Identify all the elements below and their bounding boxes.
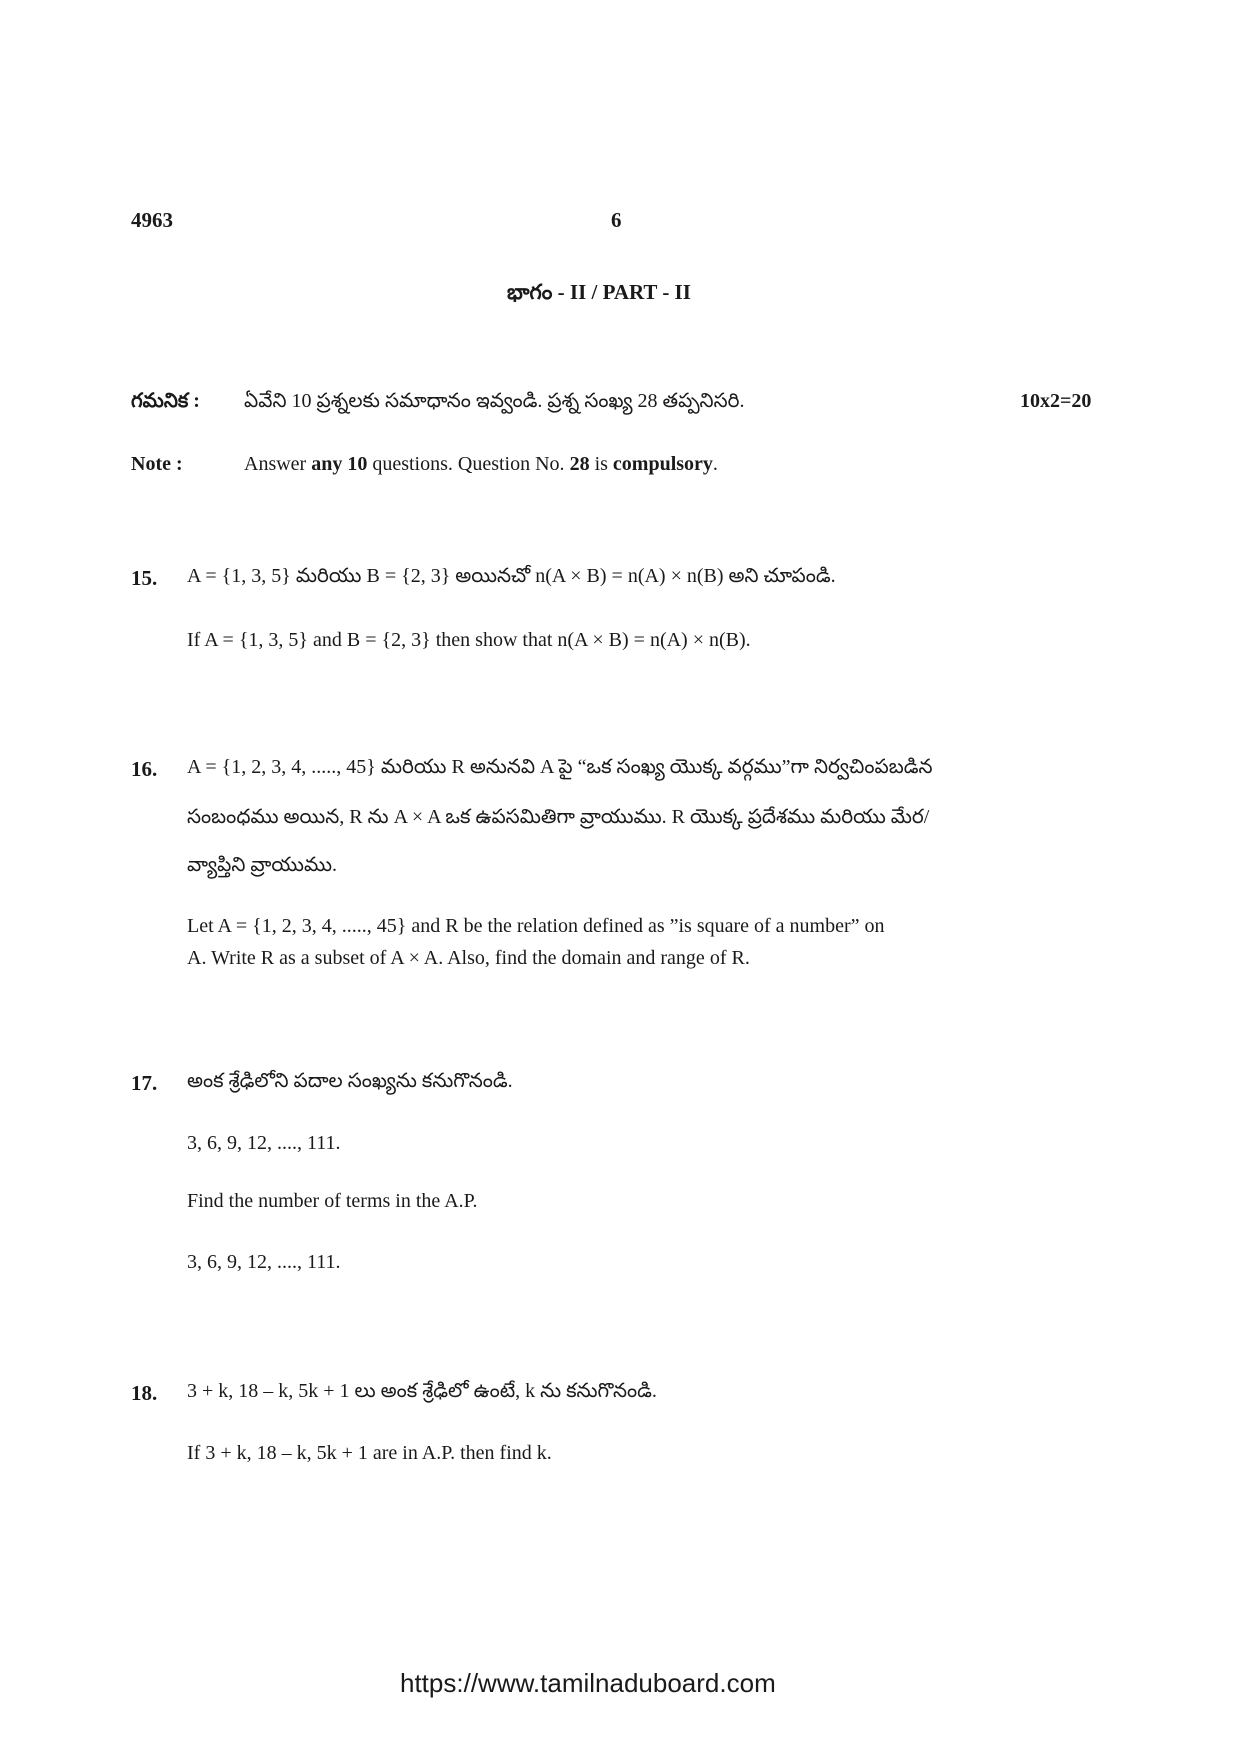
question-16-telugu-line: A = {1, 2, 3, 4, ....., 45} మరియు R అనునవి A పై “ఒక సంఖ్య యొక్క వర్గము”గా నిర్వచింపబడిన bbox=[187, 756, 933, 778]
note-label-telugu: గమనిక : bbox=[131, 390, 200, 412]
question-17-telugu: అంక శ్రేఢిలోని పదాల సంఖ్యను కనుగొనండి. bbox=[187, 1070, 513, 1092]
question-17-english: Find the number of terms in the A.P. bbox=[187, 1190, 478, 1212]
paper-code: 4963 bbox=[131, 208, 173, 232]
question-number: 17. bbox=[131, 1071, 158, 1095]
footer-url[interactable]: https://www.tamilnaduboard.com bbox=[400, 1668, 776, 1698]
question-18-english: If 3 + k, 18 – k, 5k + 1 are in A.P. then find k. bbox=[187, 1442, 552, 1464]
part-title: భాగం - II / PART - II bbox=[507, 280, 691, 304]
question-17-sequence-english: 3, 6, 9, 12, ...., 111. bbox=[187, 1251, 341, 1273]
question-15-telugu: A = {1, 3, 5} మరియు B = {2, 3} అయినచో n(A × B) = n(A) × n(B) అని చూపండి. bbox=[187, 565, 836, 587]
question-16-english-line: Let A = {1, 2, 3, 4, ....., 45} and R be the relation defined as ”is square of a number” on bbox=[187, 915, 885, 937]
question-16-english-line: A. Write R as a subset of A × A. Also, find the domain and range of R. bbox=[187, 947, 750, 969]
question-number: 18. bbox=[131, 1381, 158, 1405]
page-number: 6 bbox=[611, 208, 622, 232]
question-number: 16. bbox=[131, 757, 158, 781]
question-16-telugu-line: సంబంధము అయిన, R ను A × A ఒక ఉపసమితిగా వ్రాయుము. R యొక్క ప్రదేశము మరియు మేర/ bbox=[187, 806, 930, 828]
question-16-telugu-line: వ్యాప్తిని వ్రాయుము. bbox=[187, 854, 338, 876]
question-15-english: If A = {1, 3, 5} and B = {2, 3} then show that n(A × B) = n(A) × n(B). bbox=[187, 629, 751, 651]
question-number: 15. bbox=[131, 566, 158, 590]
note-text-telugu: ఏవేని 10 ప్రశ్నలకు సమాధానం ఇవ్వండి. ప్రశ్న సంఖ్య 28 తప్పనిసరి. bbox=[244, 390, 745, 412]
question-18-telugu: 3 + k, 18 – k, 5k + 1 లు అంక శ్రేఢిలో ఉంటే, k ను కనుగొనండి. bbox=[187, 1380, 657, 1402]
marks-allotment: 10x2=20 bbox=[1020, 390, 1092, 412]
note-label-english: Note : bbox=[131, 453, 183, 475]
note-text-english: Answer any 10 questions. Question No. 28 is compulsory. bbox=[244, 453, 718, 475]
question-17-sequence-telugu: 3, 6, 9, 12, ...., 111. bbox=[187, 1132, 341, 1154]
